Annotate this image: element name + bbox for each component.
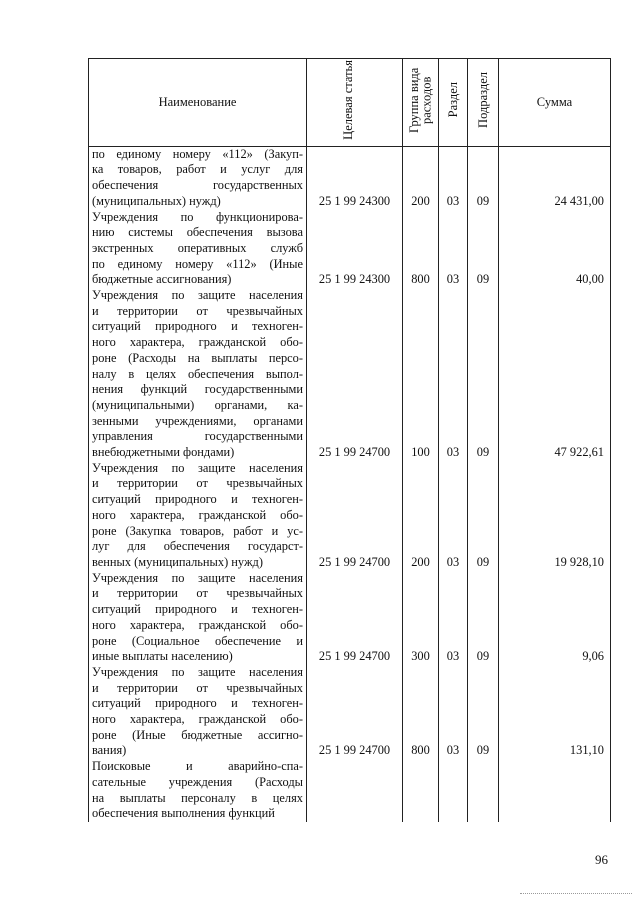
row-subsection-cell: 09 bbox=[468, 461, 499, 571]
row-name-line: сательные учреждения (Расходы bbox=[92, 774, 303, 789]
row-name-line: роне (Расходы на выплаты персо- bbox=[92, 350, 303, 365]
row-target-cell: 25 1 99 24700 bbox=[307, 288, 403, 461]
row-name-line: ного характера, гражданской обо- bbox=[92, 335, 303, 350]
table-row bbox=[89, 571, 611, 665]
header-target bbox=[307, 59, 403, 147]
row-sum-cell: 19 928,10 bbox=[499, 461, 611, 571]
row-name-line: по единому номеру «112» (Иные bbox=[92, 256, 303, 271]
footer-dotted-line bbox=[520, 893, 632, 895]
row-name-line: ного характера, гражданской обо- bbox=[92, 712, 303, 727]
row-name-line: (муниципальных) нужд) bbox=[92, 193, 221, 208]
row-name-cell bbox=[89, 210, 307, 289]
row-name-line: Учреждения по защите населения bbox=[92, 288, 303, 303]
row-section-cell: 03 bbox=[439, 146, 468, 209]
row-name-line: роне (Закупка товаров, работ и ус- bbox=[92, 523, 303, 538]
table-row bbox=[89, 461, 611, 571]
row-name-line: вания) bbox=[92, 743, 127, 758]
row-name-line: управления государственными bbox=[92, 429, 303, 444]
row-name-line: Учреждения по защите населения bbox=[92, 664, 303, 679]
row-name-line: и территории от чрезвычайных bbox=[92, 303, 303, 318]
row-target-cell: 25 1 99 24300 bbox=[307, 210, 403, 289]
row-name-line: и территории от чрезвычайных bbox=[92, 586, 303, 601]
header-sum bbox=[499, 59, 611, 147]
header-sum-label: Сумма bbox=[536, 94, 573, 109]
header-name-label: Наименование bbox=[158, 94, 237, 109]
row-target-cell: 25 1 99 24300 bbox=[307, 146, 403, 209]
row-name-line: и территории от чрезвычайных bbox=[92, 680, 303, 695]
row-name-cell bbox=[89, 571, 307, 665]
row-name-line: венных (муниципальных) нужд) bbox=[92, 554, 263, 569]
row-name-line: Поисковые и аварийно-спа- bbox=[92, 759, 303, 774]
row-name-line: нения функций государственными bbox=[92, 382, 303, 397]
row-sum-cell: 24 431,00 bbox=[499, 146, 611, 209]
row-name-line: налу в целях обеспечения выпол- bbox=[92, 366, 303, 381]
row-section-cell: 03 bbox=[439, 288, 468, 461]
row-subsection-cell: 09 bbox=[468, 571, 499, 665]
row-subsection-cell: 09 bbox=[468, 665, 499, 759]
table-row bbox=[89, 288, 611, 461]
row-sum-cell: 9,06 bbox=[499, 571, 611, 665]
row-name-line: луг для обеспечения государст- bbox=[92, 539, 303, 554]
row-subsection-cell bbox=[468, 759, 499, 822]
row-sum-cell: 131,10 bbox=[499, 665, 611, 759]
row-name-line: ного характера, гражданской обо- bbox=[92, 507, 303, 522]
row-section-cell: 03 bbox=[439, 461, 468, 571]
row-sum-cell: 47 922,61 bbox=[499, 288, 611, 461]
row-name-line: ситуаций природного и техноген- bbox=[92, 602, 303, 617]
row-name-line: ситуаций природного и техноген- bbox=[92, 492, 303, 507]
table-row bbox=[89, 210, 611, 289]
row-name-line: Учреждения по функционирова- bbox=[92, 209, 303, 224]
row-name-line: нию системы обеспечения вызова bbox=[92, 225, 303, 240]
header-subsection-label: Подраздел bbox=[475, 72, 490, 128]
row-name-line: по единому номеру «112» (Закуп- bbox=[92, 146, 303, 161]
table-row bbox=[89, 759, 611, 822]
row-name-line: бюджетные ассигнования) bbox=[92, 272, 232, 287]
row-section-cell bbox=[439, 759, 468, 822]
header-subsection bbox=[468, 59, 499, 147]
row-section-cell: 03 bbox=[439, 665, 468, 759]
header-expense-group bbox=[403, 59, 439, 147]
row-name-cell bbox=[89, 665, 307, 759]
row-name-line: роне (Социальное обеспечение и bbox=[92, 633, 303, 648]
row-target-cell bbox=[307, 759, 403, 822]
row-name-cell bbox=[89, 461, 307, 571]
header-section-label: Раздел bbox=[445, 82, 460, 118]
row-name-cell bbox=[89, 146, 307, 209]
row-name-line: зенными учреждениями, органами bbox=[92, 413, 303, 428]
table-body bbox=[89, 146, 611, 822]
budget-table bbox=[88, 58, 611, 822]
row-name-line: на выплаты персоналу в целях bbox=[92, 790, 303, 805]
row-name-line: обеспечения государственных bbox=[92, 178, 303, 193]
row-name-line: иные выплаты населению) bbox=[92, 649, 233, 664]
row-expense-group-cell: 200 bbox=[403, 146, 439, 209]
row-sum-cell bbox=[499, 759, 611, 822]
row-expense-group-cell bbox=[403, 759, 439, 822]
row-name-line: (муниципальными) органами, ка- bbox=[92, 397, 303, 412]
row-target-cell: 25 1 99 24700 bbox=[307, 461, 403, 571]
row-expense-group-cell: 100 bbox=[403, 288, 439, 461]
table-row bbox=[89, 146, 611, 209]
row-name-line: внебюджетными фондами) bbox=[92, 445, 235, 460]
row-name-line: Учреждения по защите населения bbox=[92, 460, 303, 475]
row-name-line: обеспечения выполнения функций bbox=[92, 806, 275, 821]
row-name-cell bbox=[89, 759, 307, 822]
page-number: 96 bbox=[595, 852, 608, 867]
table-row bbox=[89, 665, 611, 759]
row-target-cell: 25 1 99 24700 bbox=[307, 665, 403, 759]
header-section bbox=[439, 59, 468, 147]
row-section-cell: 03 bbox=[439, 210, 468, 289]
row-subsection-cell: 09 bbox=[468, 288, 499, 461]
row-name-line: ка товаров, работ и услуг для bbox=[92, 162, 303, 177]
header-expense-group-label: Группа вида расходов bbox=[406, 67, 433, 133]
header-row bbox=[89, 59, 611, 147]
row-subsection-cell: 09 bbox=[468, 146, 499, 209]
row-name-line: ного характера, гражданской обо- bbox=[92, 617, 303, 632]
row-expense-group-cell: 800 bbox=[403, 210, 439, 289]
header-name bbox=[89, 59, 307, 147]
row-expense-group-cell: 200 bbox=[403, 461, 439, 571]
row-section-cell: 03 bbox=[439, 571, 468, 665]
row-target-cell: 25 1 99 24700 bbox=[307, 571, 403, 665]
row-name-line: ситуаций природного и техноген- bbox=[92, 696, 303, 711]
row-expense-group-cell: 300 bbox=[403, 571, 439, 665]
header-target-label: Целевая статья bbox=[340, 60, 355, 140]
row-name-line: ситуаций природного и техноген- bbox=[92, 319, 303, 334]
row-name-line: экстренных оперативных служб bbox=[92, 240, 303, 255]
row-name-line: роне (Иные бюджетные ассигно- bbox=[92, 727, 303, 742]
row-name-line: Учреждения по защите населения bbox=[92, 570, 303, 585]
row-expense-group-cell: 800 bbox=[403, 665, 439, 759]
row-subsection-cell: 09 bbox=[468, 210, 499, 289]
row-sum-cell: 40,00 bbox=[499, 210, 611, 289]
row-name-line: и территории от чрезвычайных bbox=[92, 476, 303, 491]
row-name-cell bbox=[89, 288, 307, 461]
